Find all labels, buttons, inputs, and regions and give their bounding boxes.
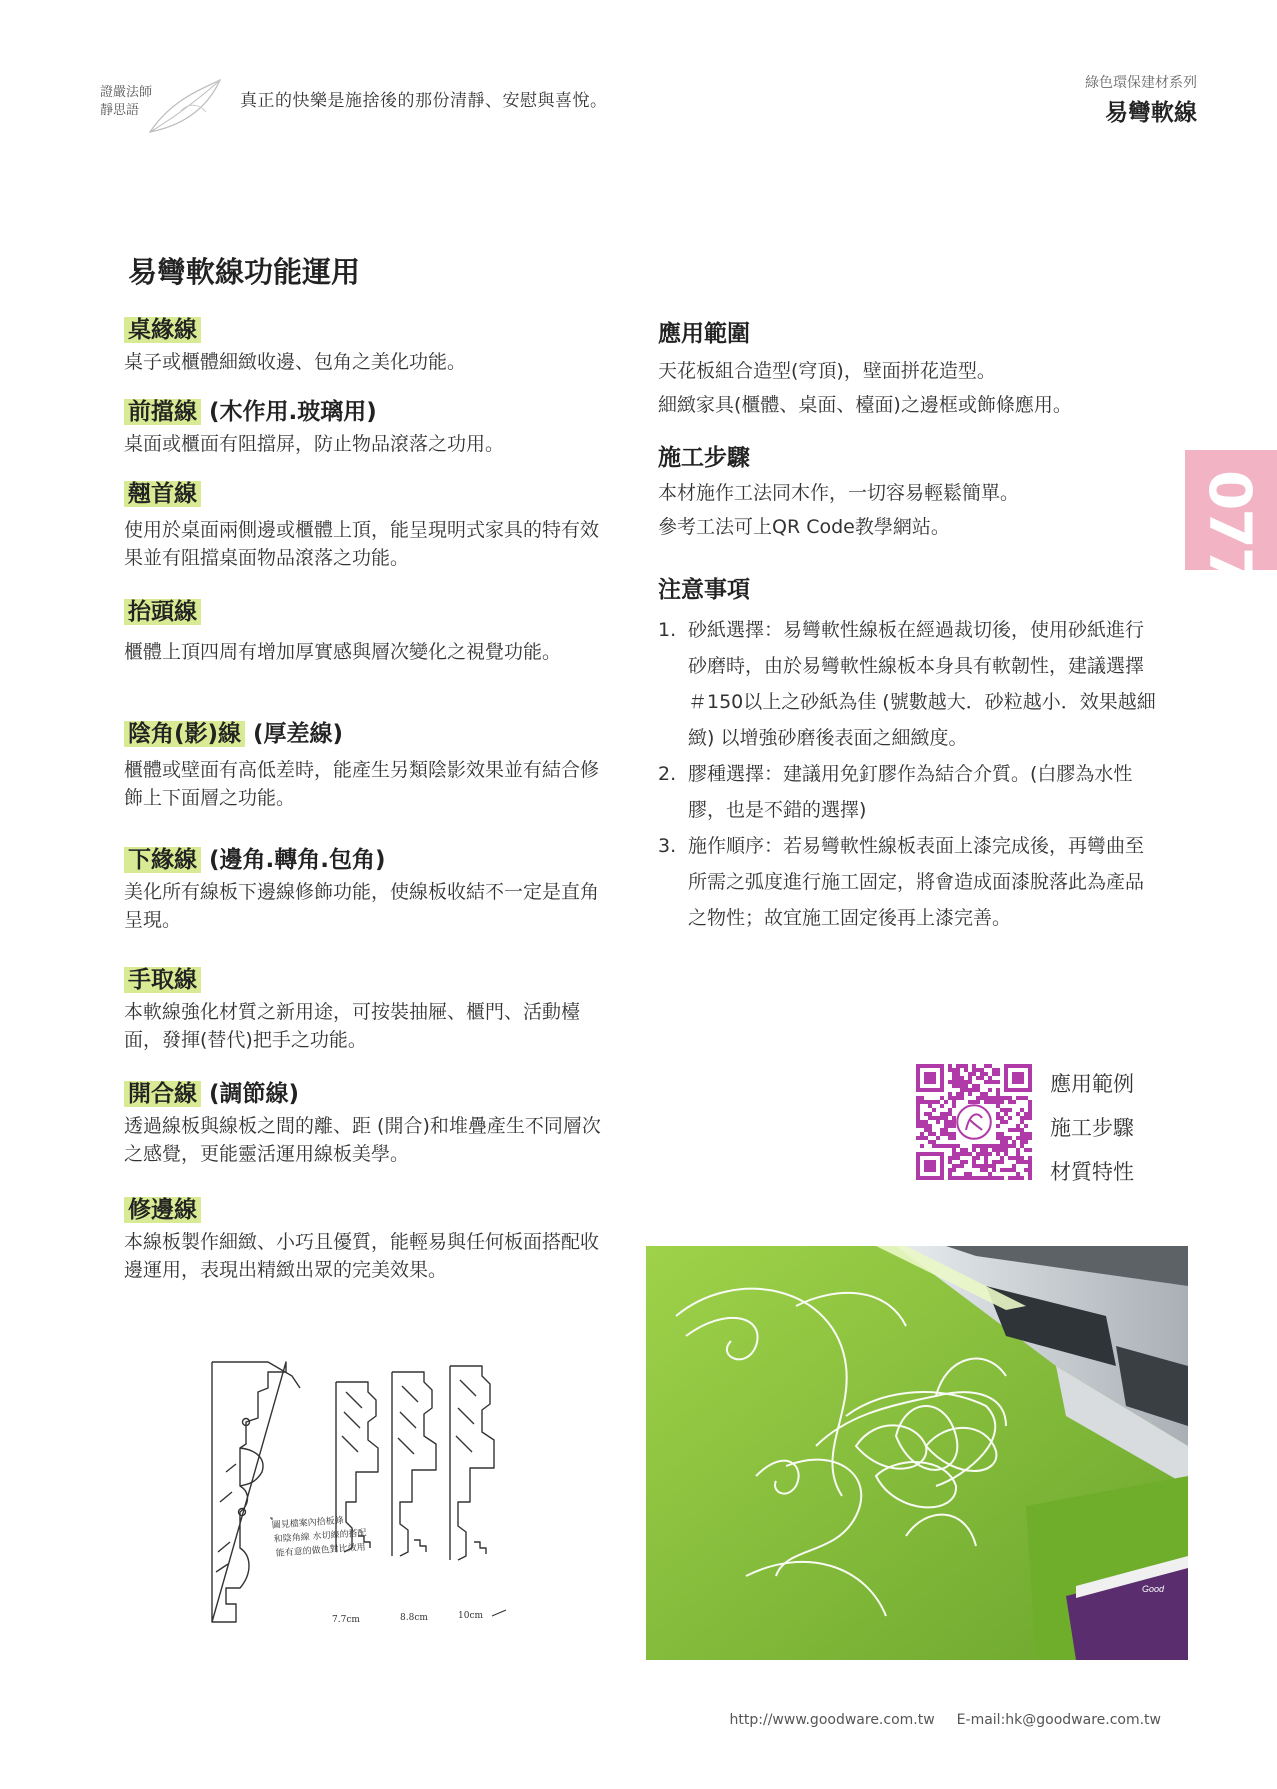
section-title: 手取線 [124,967,201,993]
section-subtitle: (邊角.轉角.包角) [209,847,386,873]
header-series: 綠色環保建材系列 [1085,75,1197,91]
note-text: 砂紙選擇：易彎軟性線板在經過裁切後，使用砂紙進行砂磨時，由於易彎軟性線板本身具有軟韌性，建議選擇＃150以上之砂紙為佳 (號數越大．砂粒越小．效果越細緻) 以增強砂磨後表面之細緻度。 [688,619,1156,749]
steps-title: 施工步驟 [658,445,750,471]
application-title: 應用範圍 [658,321,750,347]
leaf-logo-icon [140,72,230,142]
section-raised-end [124,478,604,572]
qr-label-examples[interactable]: 應用範例 [1050,1072,1134,1096]
section-shadow-line [124,718,604,812]
page-number: 077 [1196,470,1264,586]
section-title: 翹首線 [124,481,201,507]
ceiling-photo [646,1246,1188,1660]
section-body: 櫃體或壁面有高低差時，能產生另類陰影效果並有結合修飾上下面層之功能。 [124,759,600,809]
note-item [658,612,1162,756]
note-text: 膠種選擇：建議用免釘膠作為結合介質。(白膠為水性膠，也是不錯的選擇) [688,763,1133,821]
photo-brand: Good [1142,1584,1165,1594]
section-title: 陰角(影)線 [124,721,245,747]
sketch-dim-1: 7.7cm [332,1615,360,1625]
section-title: 開合線 [124,1081,201,1107]
note-text: 施作順序：若易彎軟性線板表面上漆完成後，再彎曲至所需之弧度進行施工固定，將會造成面漆脫落此為產品之物性；故宜施工固定後再上漆完善。 [688,835,1145,929]
qr-labels [1050,1062,1134,1194]
section-subtitle: (木作用.玻璃用) [209,399,377,425]
section-desk-edge [124,314,604,376]
moulding-profile-sketch [196,1352,562,1634]
application-section [658,318,1178,422]
section-trim-line [124,1194,604,1284]
section-handle-line [124,964,604,1054]
steps-line-2: 參考工法可上QR Code教學網站。 [658,516,950,538]
header-quote: 真正的快樂是施捨後的那份清靜、安慰與喜悅。 [240,91,608,111]
steps-line-1: 本材施作工法同木作，一切容易輕鬆簡單。 [658,482,1020,504]
section-title: 下緣線 [124,847,201,873]
footer-email[interactable]: E-mail:hk@goodware.com.tw [956,1712,1161,1728]
sketch-dim-3: 10cm [458,1611,484,1621]
note-item [658,756,1162,828]
section-body: 本線板製作細緻、小巧且優質，能輕易與任何板面搭配收邊運用，表現出精緻出眾的完美效果。 [124,1231,600,1281]
note-number: 2. [658,763,677,785]
notes-title: 注意事項 [658,577,750,603]
sketch-dim-2: 8.8cm [400,1613,428,1623]
sketch-note-3: 能有意的做色對比效用 [275,1542,367,1559]
section-title: 修邊線 [124,1197,201,1223]
section-subtitle: (調節線) [209,1081,300,1107]
footer-url[interactable]: http://www.goodware.com.tw [729,1712,935,1728]
footer [730,1712,1161,1728]
notes-section [658,574,1162,936]
sketch-note-1: 圖見檔案內拾板條 [271,1515,345,1531]
section-crown [124,596,604,666]
section-bottom-edge [124,844,604,934]
qr-code-icon[interactable] [916,1064,1032,1180]
qr-label-material[interactable]: 材質特性 [1050,1160,1134,1184]
application-line-2: 細緻家具(櫃體、桌面、檯面)之邊框或飾條應用。 [658,394,1072,416]
section-body: 透過線板與線板之間的離、距 (開合)和堆疊產生不同層次之感覺，更能靈活運用線板美學。 [124,1115,601,1165]
application-line-1: 天花板組合造型(穹頂)，壁面拼花造型。 [658,360,996,382]
section-body: 桌子或櫃體細緻收邊、包角之美化功能。 [124,351,467,373]
section-title: 抬頭線 [124,599,201,625]
main-title: 易彎軟線功能運用 [128,255,361,289]
steps-section [658,442,1178,544]
sketch-note-2: 和陰角線 水切線的搭配 [273,1528,367,1545]
section-subtitle: (厚差線) [253,721,344,747]
logo-line-1: 證嚴法師 [100,85,153,100]
section-body: 使用於桌面兩側邊或櫃體上頂，能呈現明式家具的特有效果並有阻擋桌面物品滾落之功能。 [124,519,600,569]
section-body: 美化所有線板下邊線修飾功能，使線板收結不一定是直角呈現。 [124,881,600,931]
logo-line-2: 靜思語 [100,103,140,118]
section-title: 桌緣線 [124,317,201,343]
section-body: 桌面或櫃面有阻擋屏，防止物品滾落之功用。 [124,433,505,455]
note-item [658,828,1162,936]
qr-label-steps[interactable]: 施工步驟 [1050,1116,1134,1140]
note-number: 3. [658,835,677,857]
note-number: 1. [658,619,677,641]
section-body: 櫃體上頂四周有增加厚實感與層次變化之視覺功能。 [124,641,562,663]
section-front-guard [124,396,604,458]
header-product-title: 易彎軟線 [1105,100,1197,126]
section-body: 本軟線強化材質之新用途，可按裝抽屜、櫃門、活動檯面，發揮(替代)把手之功能。 [124,1001,581,1051]
section-title: 前擋線 [124,399,201,425]
section-adjust-line [124,1078,604,1168]
